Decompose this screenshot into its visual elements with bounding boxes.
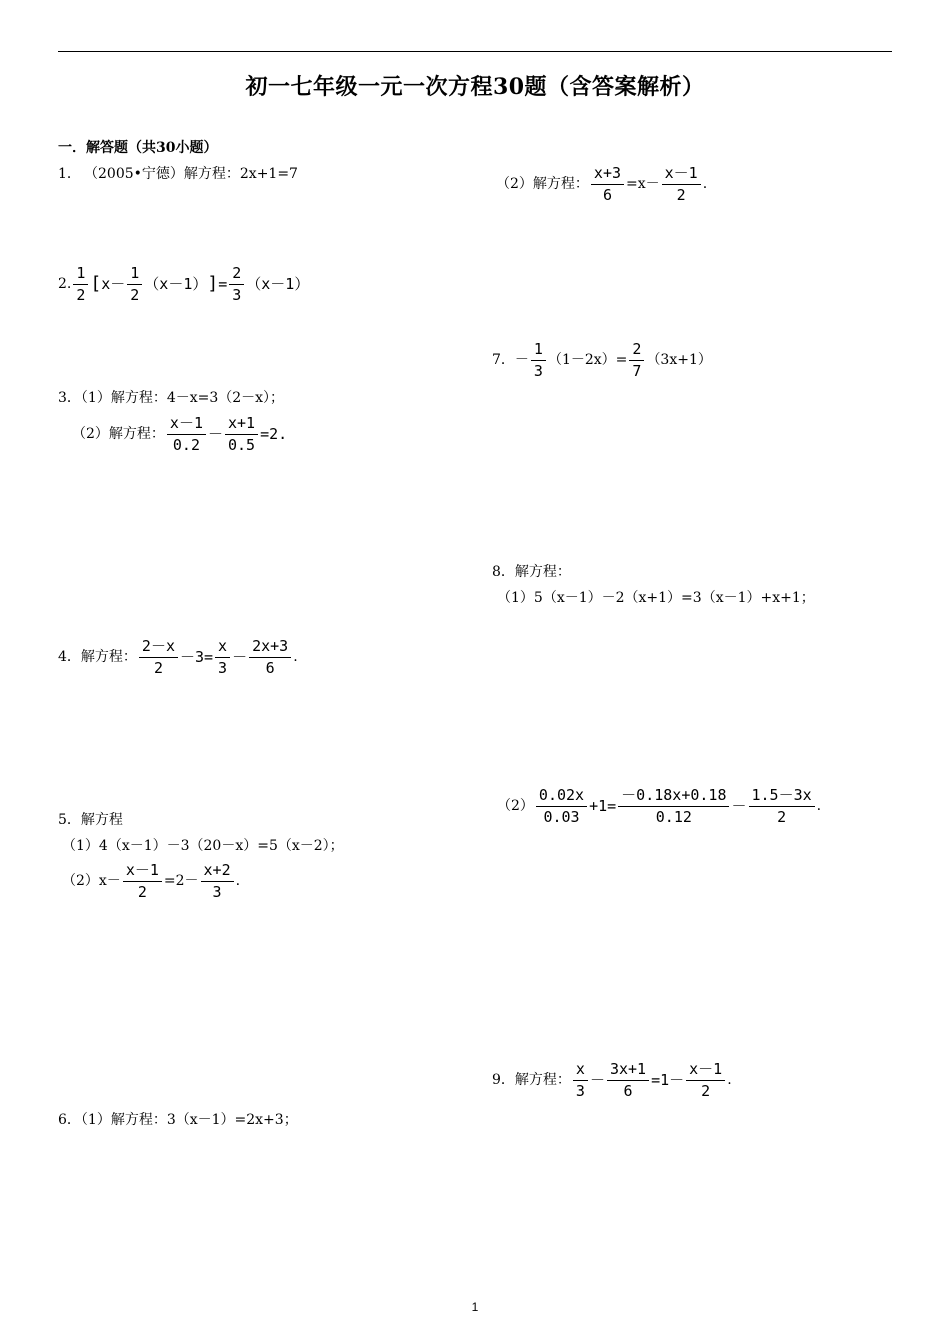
header-rule — [58, 51, 892, 52]
question-number: 2. — [58, 276, 72, 292]
expression: －3= — [179, 647, 214, 666]
operator: － — [731, 796, 747, 815]
expression: （x－1） — [144, 274, 208, 293]
expression: . — [727, 1072, 732, 1088]
expression: . — [235, 873, 241, 889]
fraction: $\frac{1}{3}$ — [531, 341, 546, 379]
question-6-part-2 — [496, 165, 707, 203]
fraction: $\frac{1}{2}$ — [73, 265, 88, 303]
expression: （2）x－ — [62, 873, 121, 889]
fraction: $\frac{x-1}{2}$ — [123, 862, 162, 900]
fraction: $\frac{3x+1}{6}$ — [607, 1061, 649, 1099]
expression: =2－ — [163, 873, 199, 889]
question-1-text: （2005•宁德）解方程：2x+1=7 — [84, 166, 298, 182]
section-heading: 一．解答题（共30小题） — [58, 140, 218, 156]
operator: － — [232, 647, 248, 666]
question-8-part-2 — [497, 787, 821, 825]
fraction: $\frac{x+2}{3}$ — [201, 862, 234, 900]
question-6: 6．（1）解方程：3（x－1）=2x+3； — [58, 1112, 298, 1128]
expression: 9．解方程： — [492, 1072, 571, 1088]
expression: （2）解方程： — [72, 426, 165, 442]
fraction: $\frac{1}{2}$ — [127, 265, 142, 303]
question-5-part-1: （1）4（x－1）－3（20－x）=5（x－2）； — [62, 838, 344, 854]
question-9 — [492, 1061, 732, 1099]
equals-sign: = — [218, 274, 228, 293]
question-8-part-1: （1）5（x－1）－2（x+1）=3（x－1）+x+1； — [497, 590, 815, 606]
fraction: $\frac{x}{3}$ — [573, 1061, 588, 1099]
fraction: $\frac{-0.18x+0.18}{0.12}$ — [618, 787, 729, 825]
fraction: $\frac{0.02x}{0.03}$ — [536, 787, 587, 825]
expression: 7．－ — [492, 352, 529, 368]
page-title: 初一七年级一元一次方程30题（含答案解析） — [245, 74, 705, 100]
expression: （x－1） — [246, 274, 310, 293]
expression: . — [816, 798, 822, 814]
expression: =2. — [260, 424, 288, 443]
fraction: $\frac{x+3}{6}$ — [591, 165, 624, 203]
operator: － — [207, 424, 223, 443]
question-5-part-2 — [62, 862, 240, 900]
expression: . — [293, 649, 298, 665]
expression: （2）解方程： — [496, 176, 589, 192]
fraction: $\frac{x-1}{2}$ — [686, 1061, 725, 1099]
operator: － — [589, 1070, 605, 1089]
expression: （3x+1） — [646, 352, 712, 368]
fraction: $\frac{2}{7}$ — [629, 341, 644, 379]
fraction: $\frac{1.5-3x}{2}$ — [749, 787, 815, 825]
question-8: 8．解方程： — [492, 564, 571, 580]
fraction: $\frac{2x+3}{6}$ — [249, 638, 291, 676]
fraction: $\frac{x-1}{2}$ — [662, 165, 701, 203]
question-7 — [492, 341, 712, 379]
expression: =x－ — [626, 176, 660, 192]
bracket-open: [ — [90, 273, 102, 294]
question-5: 5．解方程 — [58, 812, 123, 828]
page-number: 1 — [471, 1300, 479, 1314]
expression: . — [702, 176, 708, 192]
expression: 4．解方程： — [58, 649, 137, 665]
expression: （1－2x）= — [547, 352, 628, 368]
question-3: 3．（1）解方程：4－x=3（2－x）； — [58, 390, 285, 406]
fraction: $\frac{x-1}{0.2}$ — [167, 415, 206, 453]
fraction: $\frac{x+1}{0.5}$ — [225, 415, 258, 453]
bracket-close: ] — [207, 273, 219, 294]
expression: （2） — [497, 798, 534, 814]
question-4 — [58, 638, 298, 676]
fraction: $\frac{x}{3}$ — [215, 638, 230, 676]
question-1: 1． — [58, 166, 81, 182]
expression: =1－ — [651, 1070, 685, 1089]
question-3-part-2 — [72, 415, 287, 453]
fraction: $\frac{2-x}{2}$ — [139, 638, 178, 676]
expression: x－ — [101, 274, 126, 293]
fraction: $\frac{2}{3}$ — [229, 265, 244, 303]
expression: +1= — [589, 796, 617, 815]
question-2 — [58, 265, 309, 303]
